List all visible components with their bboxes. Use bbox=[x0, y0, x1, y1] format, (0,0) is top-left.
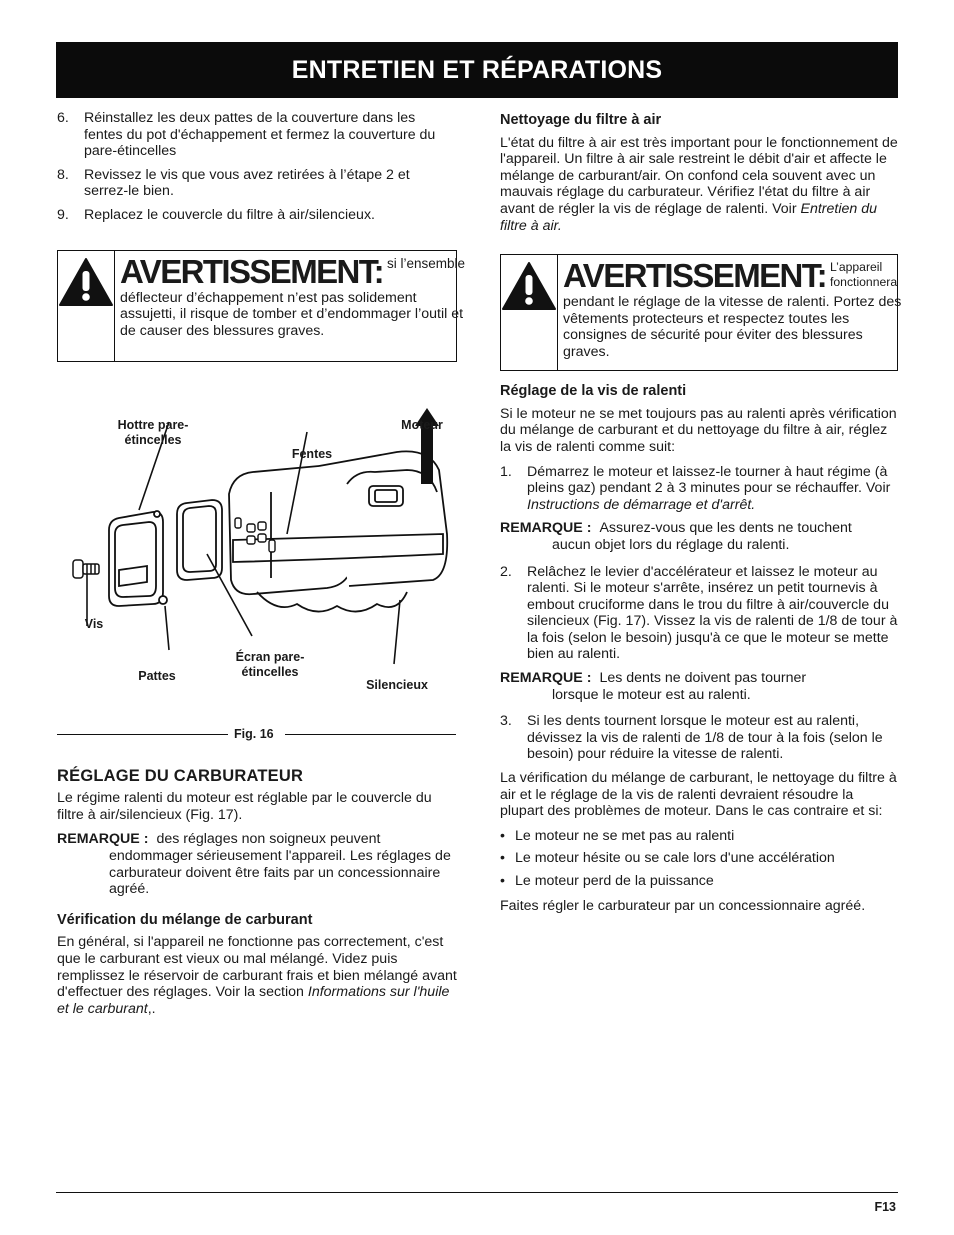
warning-lead: L’appareil fonctionnera bbox=[830, 260, 898, 290]
carb-intro: Le régime ralenti du moteur est réglable par le couvercle du filtre à air/silencieux (Fig. 17). bbox=[57, 790, 432, 823]
label-fentes: Fentes bbox=[291, 446, 333, 461]
list-item: • Le moteur hésite ou se cale lors d'une accélération bbox=[500, 850, 835, 867]
label-pattes: Pattes bbox=[138, 668, 176, 683]
note-teeth-clear: REMARQUE : Assurez-vous que les dents ne touchent aucun objet lors du réglage du ralenti. bbox=[500, 520, 852, 553]
label-ecran: Écran pare- étincelles bbox=[235, 649, 305, 679]
page-title: ENTRETIEN ET RÉPARATIONS bbox=[291, 55, 663, 84]
subheading-idle-screw: Réglage de la vis de ralenti bbox=[500, 383, 687, 400]
idle-closing: Faites régler le carburateur par un concessionnaire agréé. bbox=[500, 897, 866, 914]
list-item: 6. Réinstallez les deux pattes de la couverture dans les fentes du pot d'échappement et fermez la couverture du pare-étincelles bbox=[57, 110, 436, 160]
warning-triangle-icon bbox=[501, 261, 557, 311]
warning-body: déflecteur d’échappement n’est pas solidement assujetti, il risque de tomber et d’endommager l’outil et de causer des blessures graves. bbox=[120, 289, 464, 339]
warning-box-deflector bbox=[57, 250, 466, 362]
warning-box-idle bbox=[500, 254, 902, 371]
warning-title: AVERTISSEMENT: bbox=[563, 257, 827, 295]
reassembly-steps bbox=[57, 110, 457, 224]
figure-caption: Fig. 16 bbox=[234, 726, 274, 741]
warning-title: AVERTISSEMENT: bbox=[120, 252, 384, 290]
section-heading-carburetor: RÉGLAGE DU CARBURATEUR bbox=[57, 766, 304, 785]
right-column bbox=[500, 110, 902, 922]
figure-spark-arrestor bbox=[57, 374, 457, 744]
fuel-mix-text: En général, si l'appareil ne fonctionne pas correctement, c'est que le carburant est vieux ou mal mélangé. Videz puis remplissez le réservoir de carburant frais et bien mélangé avant d'effectuer des réglages. Voir la section Informations sur l'huile et le carburant,. bbox=[57, 934, 457, 1017]
idle-intro: Si le moteur ne se met toujours pas au ralenti après vérification du mélange de carburant et du nettoyage du filtre à air, réglez la vis de ralenti comme suit: bbox=[500, 405, 897, 455]
note-teeth-stop: REMARQUE : Les dents ne doivent pas tourner lorsque le moteur est au ralenti. bbox=[500, 670, 807, 703]
warning-triangle-icon bbox=[58, 257, 114, 307]
subheading-fuel-mix: Vérification du mélange de carburant bbox=[57, 911, 313, 928]
label-moteur: Moteur bbox=[401, 417, 443, 432]
left-column bbox=[57, 110, 466, 1025]
page-header-bar bbox=[56, 42, 898, 98]
list-item: 2. Relâchez le levier d'accélérateur et laissez le moteur au ralenti. Si le moteur s'arrête, insérez un petit tournevis à embout cruciforme dans le trou du filtre à air/couvercle du silencieux (Fig. 17). Vissez la vis de ralenti de 1/8 de tour à la fois (selon le besoin) jusqu'à ce que le moteur se mette bien au ralenti. bbox=[500, 563, 898, 663]
label-silencieux: Silencieux bbox=[366, 677, 428, 692]
warning-lead: si l’ensemble bbox=[387, 255, 466, 271]
warning-body: pendant le réglage de la vitesse de ralenti. Portez des vêtements protecteurs et respectez toutes les consignes de sécurité pour éviter des blessures graves. bbox=[563, 294, 902, 360]
list-item: 1. Démarrez le moteur et laissez-le tourner à haut régime (à pleins gaz) pendant 2 à 3 minutes pour se réchauffer. Voir Instructions de démarrage et d'arrêt. bbox=[500, 463, 891, 513]
list-item: • Le moteur perd de la puissance bbox=[500, 873, 714, 889]
symptom-list bbox=[500, 828, 898, 890]
note-carb: REMARQUE : des réglages non soigneux peuvent endommager sérieusement l'appareil. Les réglages de carburateur doivent être faits par un concessionnaire agréé. bbox=[57, 831, 451, 898]
label-hottre: Hottre pare- étincelles bbox=[117, 417, 189, 447]
list-item: 9. Replacez le couvercle du filtre à air/silencieux. bbox=[57, 206, 375, 223]
footer-rule bbox=[56, 1192, 898, 1193]
idle-steps bbox=[500, 464, 898, 514]
page-number: F13 bbox=[874, 1200, 896, 1214]
label-vis: Vis bbox=[84, 616, 104, 631]
air-filter-text: L'état du filtre à air est très important pour le fonctionnement de l'appareil. Un filtre à air sale restreint le débit d'air et affecte le mélange de carburant/air. On confond cela souvent avec un mauvais réglage du carburateur. Vérifiez l'état du filtre à air avant de régler la vis de réglage de ralenti. Voir Entretien du filtre à air. bbox=[500, 134, 898, 234]
idle-summary: La vérification du mélange de carburant, le nettoyage du filtre à air et le réglage de la vis de ralenti devraient résoudre la plupart des problèmes de moteur. Dans le cas contraire et si: bbox=[500, 770, 897, 820]
list-item: 8. Revissez le vis que vous avez retirées à l’étape 2 et serrez-le bien. bbox=[57, 166, 410, 200]
subheading-air-filter: Nettoyage du filtre à air bbox=[500, 112, 662, 128]
list-item: • Le moteur ne se met pas au ralenti bbox=[500, 827, 735, 844]
list-item: 3. Si les dents tournent lorsque le moteur est au ralenti, dévissez la vis de ralenti de 1/8 de tour à la fois (selon le besoin) pour réduire la vitesse de ralenti. bbox=[500, 713, 883, 763]
